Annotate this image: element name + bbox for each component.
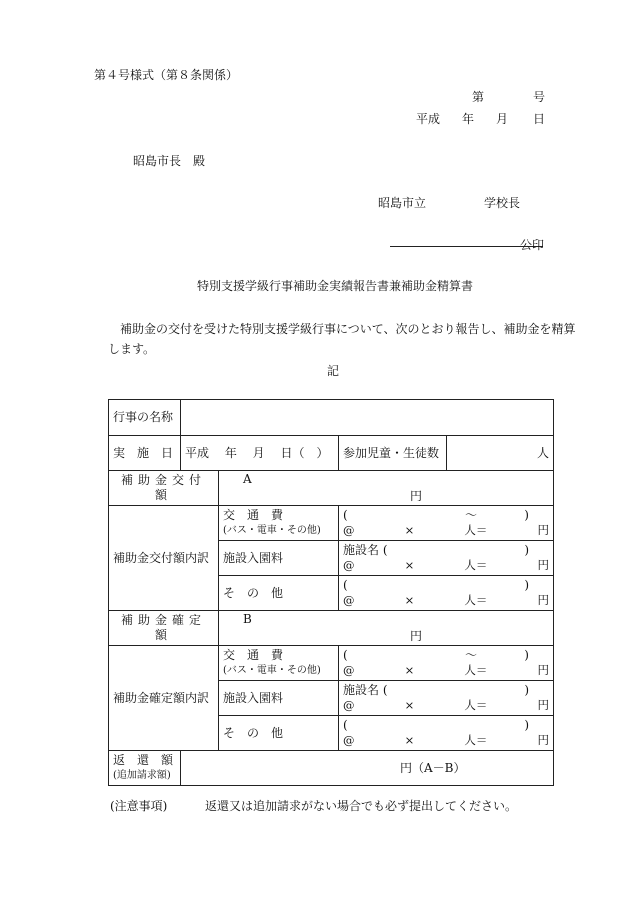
refund-label: 返 還 額 [113,753,174,767]
times: × [404,733,415,747]
close-paren: ) [524,648,529,662]
doc-number-go: 号 [533,90,546,104]
times: × [404,698,415,712]
grant-other-value[interactable] [339,576,554,611]
date-day: 日 [533,112,546,126]
school-suffix: 学校長 [484,196,521,210]
doc-number-dai: 第 [472,90,485,104]
body-line-2: します。 [108,342,156,356]
fixed-facility-value[interactable] [339,681,554,716]
at: @ [343,733,355,747]
date-era: 平成 [416,112,441,126]
date-year: 年 [462,112,475,126]
school-prefix: 昭島市立 [378,196,427,210]
impl-date-value[interactable]: 平成 年 月 日（ ） [181,436,339,471]
grant-amount-label: 補助金交付額 [109,471,219,506]
note-label: (注意事項) [110,799,168,813]
times: × [404,558,415,572]
refund-sub: (追加請求額) [113,770,171,781]
body-line-1: 補助金の交付を受けた特別支援学級行事について、次のとおり報告し、補助金を精算 [120,322,576,336]
tilde: ～ [464,508,477,522]
refund-label-cell [109,751,181,786]
at: @ [343,523,355,537]
close-paren: ) [524,683,529,697]
open-paren: ( [343,578,348,592]
at: @ [343,663,355,677]
persons-eq: 人＝ [464,663,488,677]
form-id: 第４号様式（第８条関係） [94,68,239,82]
facility-name: 施設名 ( [343,543,388,557]
fixed-amount-label: 補助金確定額 [109,611,219,646]
yen: 円 [537,593,549,607]
fixed-breakdown-label: 補助金確定額内訳 [109,646,219,751]
fixed-amount-yen: 円 [409,629,422,643]
persons-eq: 人＝ [464,733,488,747]
grant-other-label: そ の 他 [219,576,339,611]
grant-transport-label-cell [219,506,339,541]
grant-facility-label: 施設入園料 [219,541,339,576]
at: @ [343,558,355,572]
grant-facility-value[interactable] [339,541,554,576]
times: × [404,663,415,677]
times: × [404,593,415,607]
close-paren: ) [524,578,529,592]
impl-date-label: 実 施 日 [109,436,181,471]
fixed-amount-cell[interactable] [219,611,554,646]
grant-amount-cell[interactable] [219,471,554,506]
times: × [404,523,415,537]
fixed-transport-value[interactable] [339,646,554,681]
persons-eq: 人＝ [464,558,488,572]
open-paren: ( [343,718,348,732]
persons-eq: 人＝ [464,523,488,537]
participants-unit[interactable]: 人 [447,436,554,471]
persons-eq: 人＝ [464,698,488,712]
report-table [108,399,554,786]
document-title: 特別支援学級行事補助金実績報告書兼補助金精算書 [197,279,474,293]
seal-label: 公印 [520,238,545,252]
yen: 円 [537,663,549,677]
yen: 円 [537,698,549,712]
fixed-amount-mark: B [243,612,252,626]
yen: 円 [537,523,549,537]
event-name-label: 行事の名称 [109,400,181,436]
refund-value: 円（A－B） [400,760,466,775]
addressee: 昭島市長 殿 [133,154,206,168]
yen: 円 [537,733,549,747]
open-paren: ( [343,648,348,662]
event-name-value[interactable] [181,400,554,436]
grant-transport-label: 交 通 費 [223,508,284,522]
at: @ [343,698,355,712]
grant-transport-value[interactable] [339,506,554,541]
fixed-other-value[interactable] [339,716,554,751]
facility-name: 施設名 ( [343,683,388,697]
grant-amount-mark: A [243,472,252,486]
ki-heading: 記 [327,364,340,378]
grant-transport-sub: (バス・電車・その他) [223,525,321,536]
at: @ [343,593,355,607]
fixed-transport-sub: (バス・電車・その他) [223,665,321,676]
close-paren: ) [524,718,529,732]
grant-breakdown-label: 補助金交付額内訳 [109,506,219,611]
grant-amount-yen: 円 [409,489,422,503]
persons-eq: 人＝ [464,593,488,607]
close-paren: ) [524,508,529,522]
fixed-transport-label-cell [219,646,339,681]
close-paren: ) [524,543,529,557]
participants-label: 参加児童・生徒数 [339,436,447,471]
fixed-facility-label: 施設入園料 [219,681,339,716]
yen: 円 [537,558,549,572]
date-month: 月 [496,112,509,126]
open-paren: ( [343,508,348,522]
fixed-other-label: そ の 他 [219,716,339,751]
refund-value-cell[interactable] [181,751,554,786]
note-text: 返還又は追加請求がない場合でも必ず提出してください。 [205,799,518,813]
fixed-transport-label: 交 通 費 [223,648,284,662]
tilde: ～ [464,648,477,662]
